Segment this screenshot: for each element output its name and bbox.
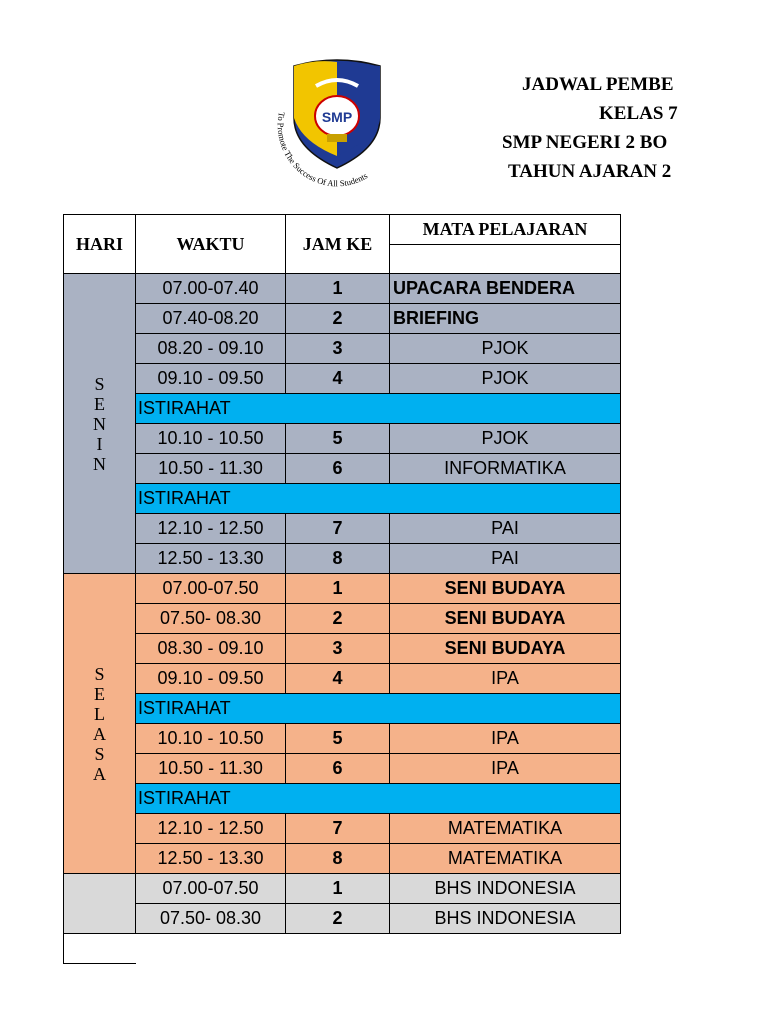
day-letter: I bbox=[96, 433, 103, 454]
logo-motto: To Promote The Success Of All Students bbox=[275, 111, 370, 188]
mata-pelajaran-cell: PJOK bbox=[390, 334, 621, 364]
waktu-cell: 12.10 - 12.50 bbox=[136, 814, 286, 844]
waktu-cell: 09.10 - 09.50 bbox=[136, 364, 286, 394]
day-letter: N bbox=[93, 413, 106, 434]
istirahat-label: ISTIRAHAT bbox=[136, 484, 621, 514]
day-letter: A bbox=[93, 763, 106, 784]
jam-ke-cell: 6 bbox=[286, 754, 390, 784]
waktu-cell: 12.10 - 12.50 bbox=[136, 514, 286, 544]
header-mata-pelajaran: MATA PELAJARAN bbox=[390, 215, 621, 245]
day-rabu-cell bbox=[64, 874, 136, 934]
jam-ke-cell: 2 bbox=[286, 304, 390, 334]
mata-pelajaran-cell: PAI bbox=[390, 544, 621, 574]
waktu-cell: 08.30 - 09.10 bbox=[136, 634, 286, 664]
istirahat-label: ISTIRAHAT bbox=[136, 784, 621, 814]
schedule-row bbox=[64, 604, 621, 634]
break-row bbox=[64, 784, 621, 814]
istirahat-label: ISTIRAHAT bbox=[136, 394, 621, 424]
schedule-row bbox=[64, 514, 621, 544]
jam-ke-cell: 8 bbox=[286, 844, 390, 874]
logo-emblem-text: SMP bbox=[321, 109, 353, 125]
header-row bbox=[64, 215, 621, 245]
mata-pelajaran-cell: IPA bbox=[390, 724, 621, 754]
schedule-row bbox=[64, 844, 621, 874]
schedule-table bbox=[63, 214, 621, 964]
jam-ke-cell: 2 bbox=[286, 604, 390, 634]
mata-pelajaran-cell: SENI BUDAYA bbox=[390, 604, 621, 634]
jam-ke-cell: 7 bbox=[286, 514, 390, 544]
mata-pelajaran-cell: PJOK bbox=[390, 364, 621, 394]
schedule-row bbox=[64, 754, 621, 784]
jam-ke-cell: 7 bbox=[286, 814, 390, 844]
jam-ke-cell: 1 bbox=[286, 274, 390, 304]
jam-ke-cell: 2 bbox=[286, 904, 390, 934]
break-row bbox=[64, 694, 621, 724]
day-letter: N bbox=[93, 453, 106, 474]
waktu-cell: 07.00-07.50 bbox=[136, 874, 286, 904]
schedule-row bbox=[64, 424, 621, 454]
jam-ke-cell: 4 bbox=[286, 664, 390, 694]
jam-ke-cell: 6 bbox=[286, 454, 390, 484]
waktu-cell: 10.10 - 10.50 bbox=[136, 424, 286, 454]
schedule-body bbox=[64, 215, 621, 964]
jam-ke-cell: 8 bbox=[286, 544, 390, 574]
day-senin-cell bbox=[64, 274, 136, 574]
jam-ke-cell: 4 bbox=[286, 364, 390, 394]
mata-pelajaran-cell: IPA bbox=[390, 664, 621, 694]
schedule-row bbox=[64, 814, 621, 844]
mata-pelajaran-cell: PJOK bbox=[390, 424, 621, 454]
day-letter: L bbox=[94, 703, 105, 724]
school-logo bbox=[272, 56, 402, 188]
heading-line-year: TAHUN AJARAN 2 bbox=[508, 161, 672, 182]
jam-ke-cell: 3 bbox=[286, 334, 390, 364]
schedule-row bbox=[64, 574, 621, 604]
waktu-cell: 10.50 - 11.30 bbox=[136, 454, 286, 484]
heading-line-school: SMP NEGERI 2 BO bbox=[502, 132, 668, 153]
istirahat-label: ISTIRAHAT bbox=[136, 694, 621, 724]
page-heading bbox=[440, 70, 768, 186]
schedule-row bbox=[64, 334, 621, 364]
schedule-row bbox=[64, 454, 621, 484]
cutoff-cell bbox=[64, 934, 136, 964]
waktu-cell: 12.50 - 13.30 bbox=[136, 844, 286, 874]
mata-pelajaran-cell: PAI bbox=[390, 514, 621, 544]
header-jam-ke: JAM KE bbox=[286, 215, 390, 274]
waktu-cell: 07.50- 08.30 bbox=[136, 604, 286, 634]
heading-line-title: JADWAL PEMBE bbox=[522, 74, 674, 95]
waktu-cell: 07.00-07.50 bbox=[136, 574, 286, 604]
schedule-row bbox=[64, 664, 621, 694]
day-selasa-cell bbox=[64, 574, 136, 874]
mata-pelajaran-cell: SENI BUDAYA bbox=[390, 634, 621, 664]
schedule-row bbox=[64, 904, 621, 934]
header-hari: HARI bbox=[64, 215, 136, 274]
mata-pelajaran-cell: BHS INDONESIA bbox=[390, 904, 621, 934]
day-letter: S bbox=[94, 663, 105, 684]
mata-pelajaran-cell: MATEMATIKA bbox=[390, 844, 621, 874]
mata-pelajaran-cell: BRIEFING bbox=[390, 304, 621, 334]
day-letter: A bbox=[93, 723, 106, 744]
jam-ke-cell: 3 bbox=[286, 634, 390, 664]
header-waktu: WAKTU bbox=[136, 215, 286, 274]
mata-pelajaran-cell: IPA bbox=[390, 754, 621, 784]
heading-line-class: KELAS 7 bbox=[599, 103, 678, 124]
day-letter: E bbox=[94, 393, 105, 414]
waktu-cell: 10.50 - 11.30 bbox=[136, 754, 286, 784]
schedule-row bbox=[64, 544, 621, 574]
mata-pelajaran-cell: BHS INDONESIA bbox=[390, 874, 621, 904]
waktu-cell: 07.00-07.40 bbox=[136, 274, 286, 304]
jam-ke-cell: 1 bbox=[286, 874, 390, 904]
schedule-row bbox=[64, 364, 621, 394]
schedule-row bbox=[64, 874, 621, 904]
jam-ke-cell: 5 bbox=[286, 724, 390, 754]
mata-pelajaran-cell: UPACARA BENDERA bbox=[390, 274, 621, 304]
schedule-row bbox=[64, 634, 621, 664]
cutoff-row bbox=[64, 934, 621, 964]
jam-ke-cell: 1 bbox=[286, 574, 390, 604]
waktu-cell: 07.50- 08.30 bbox=[136, 904, 286, 934]
mata-pelajaran-cell: INFORMATIKA bbox=[390, 454, 621, 484]
waktu-cell: 07.40-08.20 bbox=[136, 304, 286, 334]
waktu-cell: 08.20 - 09.10 bbox=[136, 334, 286, 364]
jam-ke-cell: 5 bbox=[286, 424, 390, 454]
day-letter: S bbox=[94, 743, 105, 764]
waktu-cell: 12.50 - 13.30 bbox=[136, 544, 286, 574]
schedule-row bbox=[64, 274, 621, 304]
break-row bbox=[64, 394, 621, 424]
waktu-cell: 09.10 - 09.50 bbox=[136, 664, 286, 694]
header-mapel-sub bbox=[390, 245, 621, 274]
schedule-row bbox=[64, 304, 621, 334]
schedule-row bbox=[64, 724, 621, 754]
break-row bbox=[64, 484, 621, 514]
day-letter: E bbox=[94, 683, 105, 704]
mata-pelajaran-cell: SENI BUDAYA bbox=[390, 574, 621, 604]
day-letter: S bbox=[94, 373, 105, 394]
waktu-cell: 10.10 - 10.50 bbox=[136, 724, 286, 754]
mata-pelajaran-cell: MATEMATIKA bbox=[390, 814, 621, 844]
